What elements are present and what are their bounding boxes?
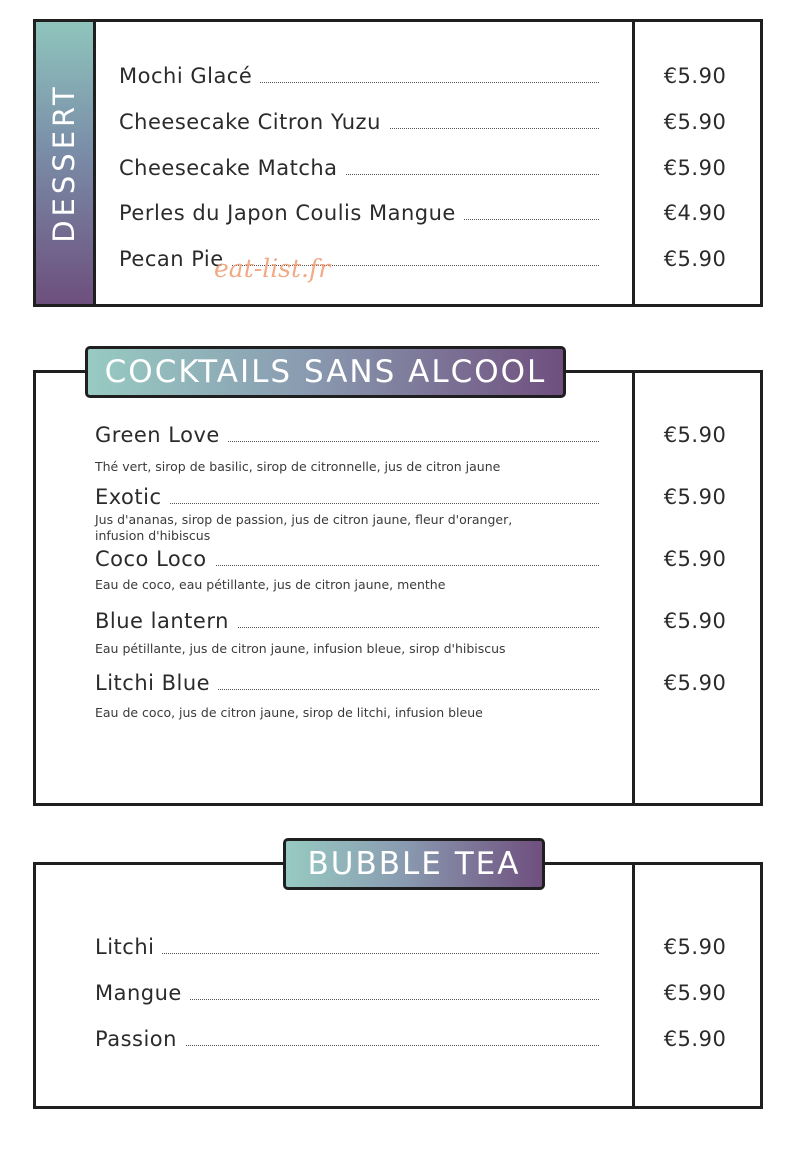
- item-price: €5.90: [663, 423, 727, 447]
- item-price: €5.90: [663, 981, 727, 1005]
- menu-item: [95, 420, 599, 450]
- item-price: €5.90: [663, 1027, 727, 1051]
- menu-item: [119, 61, 599, 91]
- item-name: Coco Loco: [95, 544, 215, 574]
- menu-item: [119, 244, 599, 274]
- item-name: Mangue: [95, 978, 190, 1008]
- menu-item: [95, 1024, 599, 1054]
- item-description: Eau pétillante, jus de citron jaune, infusion bleue, sirop d'hibiscus: [95, 641, 506, 656]
- item-name: Perles du Japon Coulis Mangue: [119, 198, 464, 228]
- item-price: €5.90: [663, 64, 727, 88]
- item-price: €5.90: [663, 110, 727, 134]
- item-price: €5.90: [663, 935, 727, 959]
- cocktails-title-tab: COCKTAILS SANS ALCOOL: [85, 346, 566, 398]
- item-name: Mochi Glacé: [119, 61, 260, 91]
- item-name: Passion: [95, 1024, 185, 1054]
- item-description: Eau de coco, eau pétillante, jus de citron jaune, menthe: [95, 577, 446, 592]
- menu-item: [119, 198, 599, 228]
- leader-dots: [95, 503, 599, 504]
- item-name: Blue lantern: [95, 606, 237, 636]
- bubble-tea-title-tab: BUBBLE TEA: [283, 838, 545, 890]
- item-price: €5.90: [663, 485, 727, 509]
- item-name: Pecan Pie: [119, 244, 232, 274]
- menu-item: [95, 482, 599, 512]
- menu-item: [95, 544, 599, 574]
- dessert-side-band: [36, 22, 96, 304]
- item-name: Cheesecake Matcha: [119, 153, 346, 183]
- item-price: €5.90: [663, 156, 727, 180]
- item-name: Green Love: [95, 420, 228, 450]
- item-price: €5.90: [663, 247, 727, 271]
- item-price: €4.90: [663, 201, 727, 225]
- menu-item: [95, 978, 599, 1008]
- item-name: Litchi Blue: [95, 668, 218, 698]
- menu-item: [119, 107, 599, 137]
- item-price: €5.90: [663, 547, 727, 571]
- item-price: €5.90: [663, 671, 727, 695]
- menu-item: [95, 932, 599, 962]
- menu-item: [95, 606, 599, 636]
- item-price: €5.90: [663, 609, 727, 633]
- item-name: Litchi: [95, 932, 162, 962]
- item-name: Cheesecake Citron Yuzu: [119, 107, 389, 137]
- watermark-text: eat-list.fr: [214, 254, 331, 283]
- item-description: Jus d'ananas, sirop de passion, jus de citron jaune, fleur d'oranger, infusion d'hibiscus: [95, 512, 513, 543]
- item-name: Exotic: [95, 482, 170, 512]
- menu-item: [95, 668, 599, 698]
- menu-item: [119, 153, 599, 183]
- item-description: Thé vert, sirop de basilic, sirop de citronnelle, jus de citron jaune: [95, 459, 501, 474]
- leader-dots: [95, 953, 599, 954]
- dessert-title: DESSERT: [47, 83, 81, 243]
- item-description: Eau de coco, jus de citron jaune, sirop de litchi, infusion bleue: [95, 705, 483, 720]
